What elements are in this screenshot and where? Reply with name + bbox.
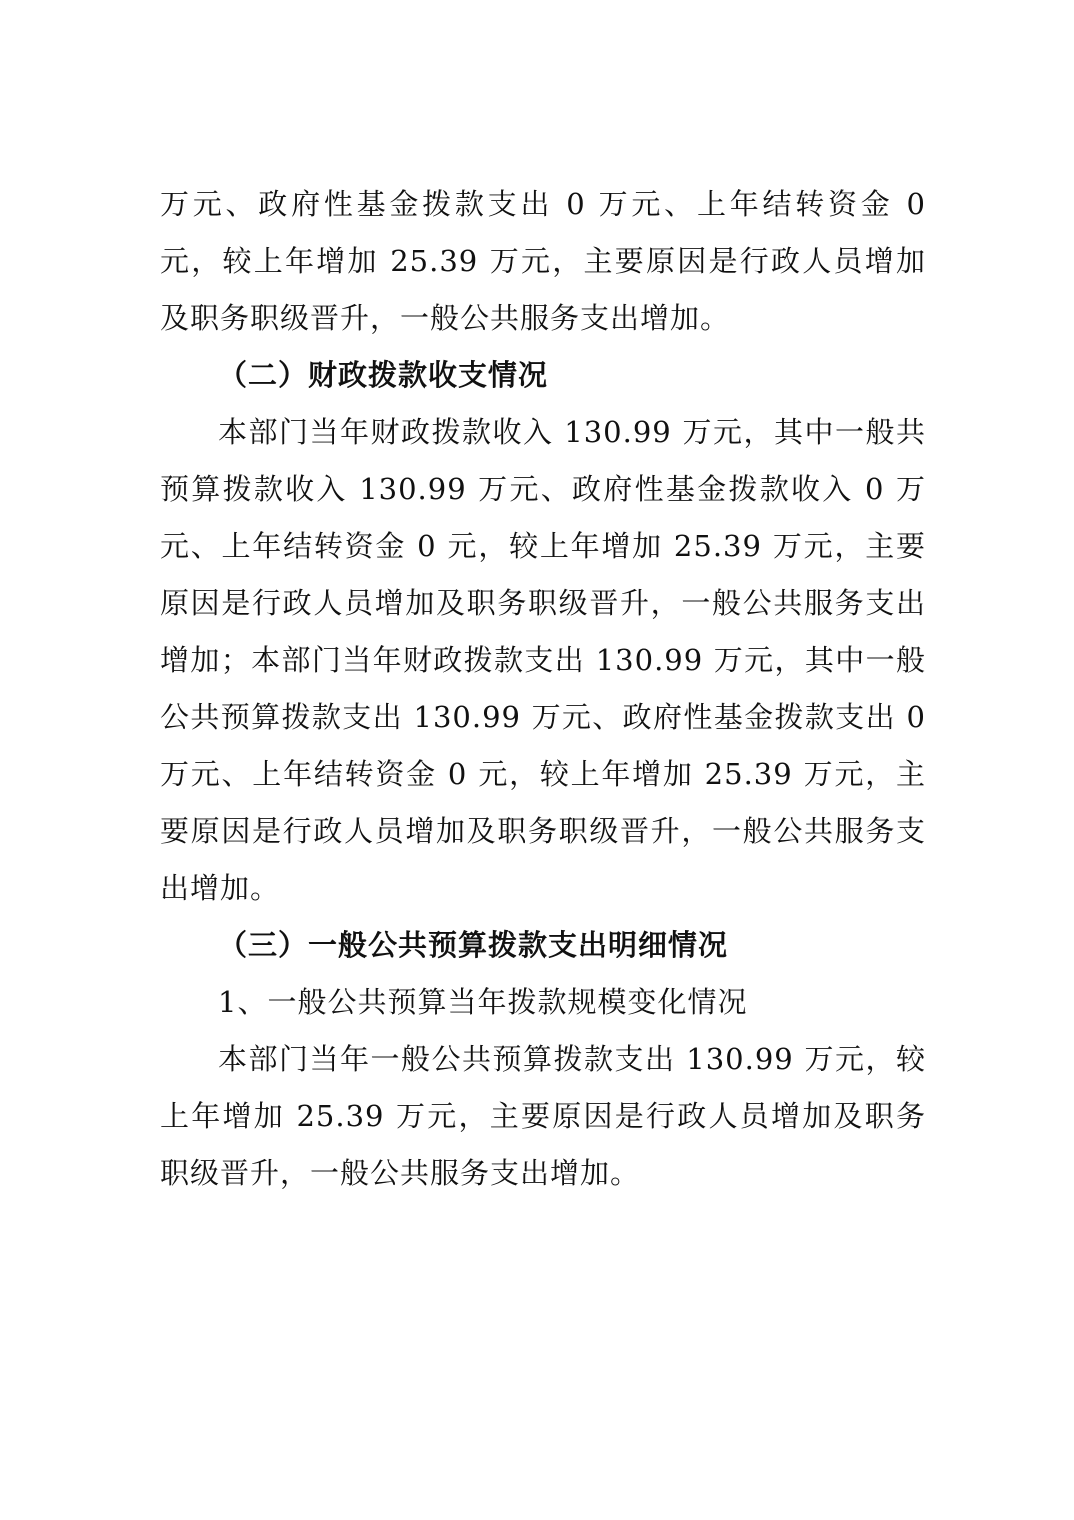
paragraph-budget-scale-change: 本部门当年一般公共预算拨款支出 130.99 万元，较上年增加 25.39 万元，主要原因是行政人员增加及职务职级晋升，一般公共服务支出增加。 xyxy=(160,1042,926,1190)
section-heading-general-budget-detail: （三）一般公共预算拨款支出明细情况 xyxy=(218,928,729,962)
paragraph-fiscal-appropriation: 本部门当年财政拨款收入 130.99 万元，其中一般共预算拨款收入 130.99 万元、政府性基金拨款收入 0 万元、上年结转资金 0 元，较上年增加 25.39 万元，主要原因是行政人员增加及职务职级晋升，一般公共服务支出增加；本部门当年财政拨款支出 130.99 万元，其中一般公共预算拨款支出 130.99 万元、政府性基金拨款支出 0 万元、上年结转资金 0 元，较上年增加 25.39 万元，主要原因是行政人员增加及职务职级晋升，一般公共服务支出增加。 xyxy=(160,415,926,905)
document-page xyxy=(160,176,926,1202)
paragraph-continuation: 万元、政府性基金拨款支出 0 万元、上年结转资金 0 元，较上年增加 25.39 万元，主要原因是行政人员增加及职务职级晋升，一般公共服务支出增加。 xyxy=(160,187,926,335)
subheading-budget-scale-change: 1、一般公共预算当年拨款规模变化情况 xyxy=(218,985,748,1019)
section-heading-fiscal-appropriation: （二）财政拨款收支情况 xyxy=(218,358,549,392)
